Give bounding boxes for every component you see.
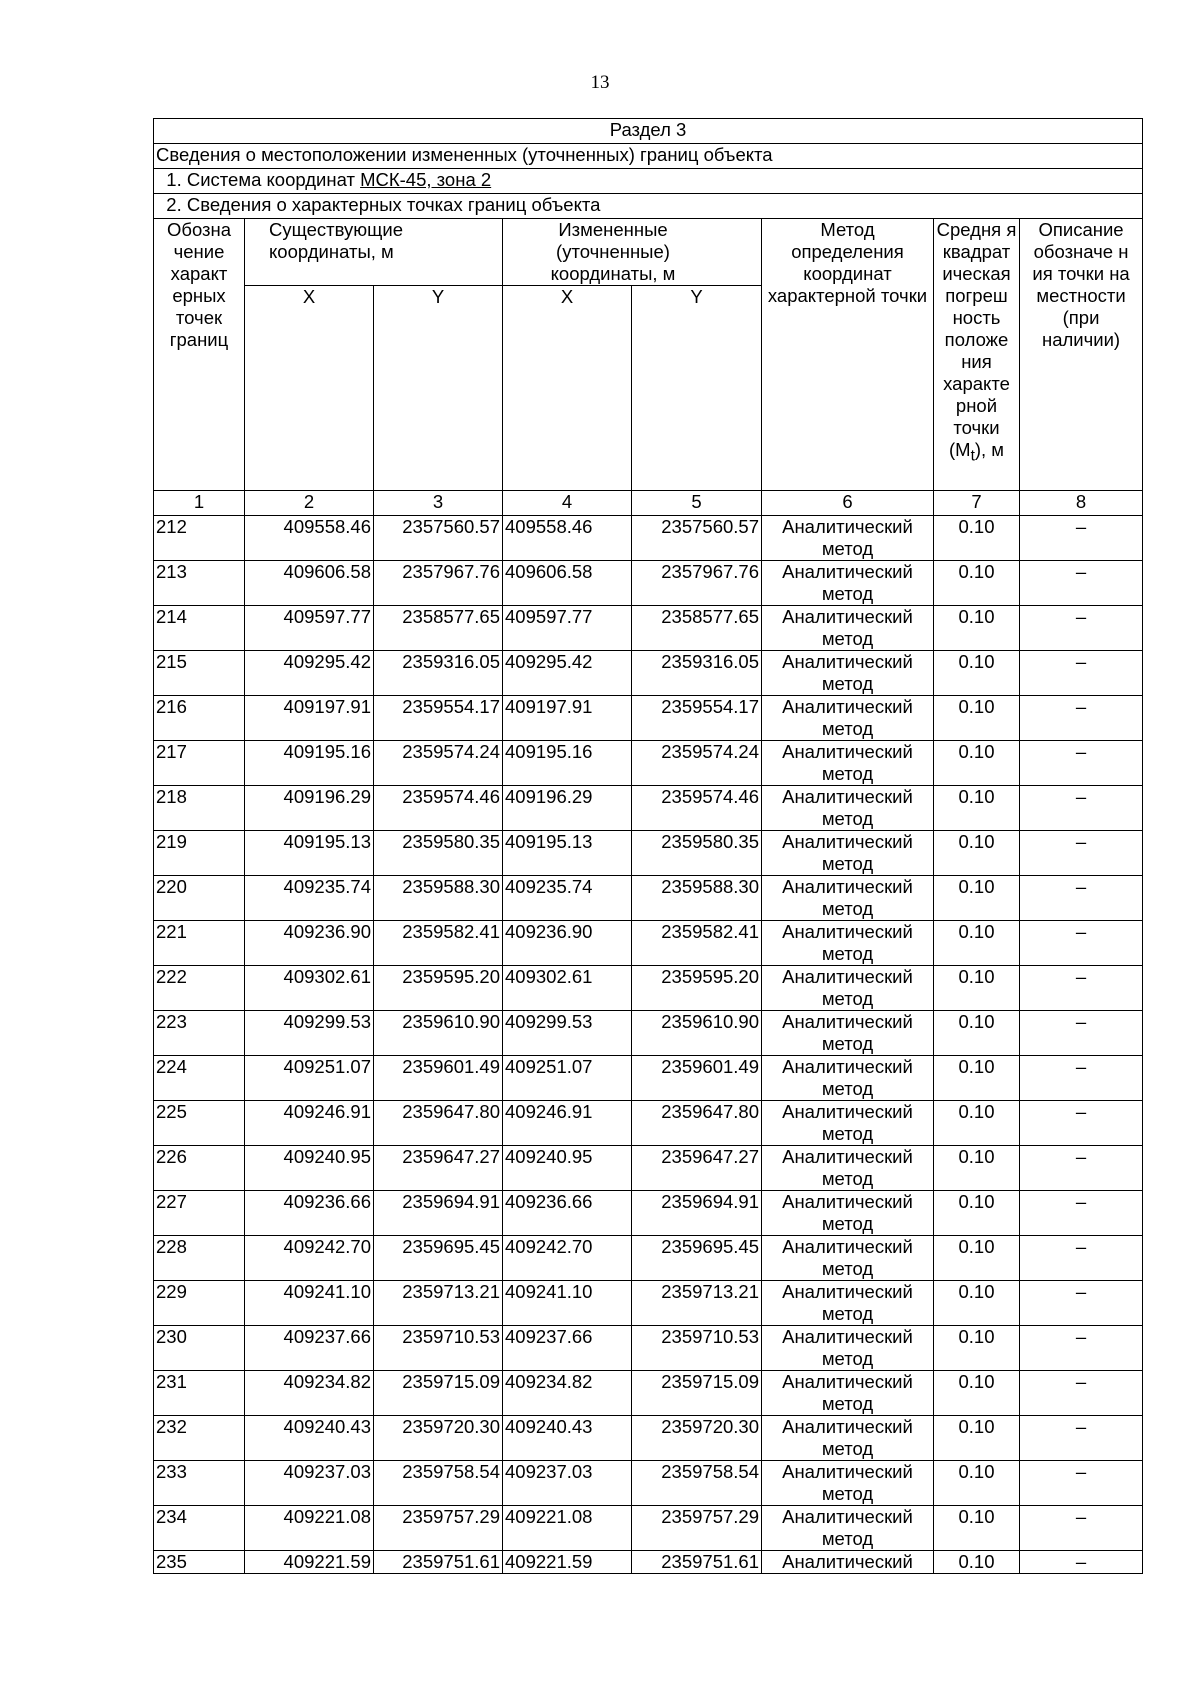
existing-y-cell: 2359720.30 <box>374 1416 503 1461</box>
method-cell <box>762 1416 934 1461</box>
existing-y-cell: 2359710.53 <box>374 1326 503 1371</box>
description-cell: – <box>1020 1416 1143 1461</box>
changed-x-cell: 409240.95 <box>503 1146 632 1191</box>
header-method: Метод определения координат характерной точки <box>762 219 934 491</box>
changed-y-cell: 2359574.24 <box>632 741 762 786</box>
description-cell: – <box>1020 1371 1143 1416</box>
method-line-1: Аналитический <box>782 1191 913 1212</box>
point-id-cell: 221 <box>154 921 245 966</box>
method-line-1: Аналитический <box>782 1146 913 1167</box>
accuracy-cell: 0.10 <box>934 1551 1020 1574</box>
changed-x-cell: 409606.58 <box>503 561 632 606</box>
header-accuracy-sub: t <box>970 447 975 465</box>
existing-y-cell: 2359595.20 <box>374 966 503 1011</box>
method-cell <box>762 1236 934 1281</box>
point-id-cell: 233 <box>154 1461 245 1506</box>
boundary-points-table <box>153 118 1143 1574</box>
method-line-2: метод <box>821 853 874 874</box>
method-line-2: метод <box>821 808 874 829</box>
existing-x-cell: 409606.58 <box>245 561 374 606</box>
description-cell: – <box>1020 1191 1143 1236</box>
table-row <box>154 1011 1143 1056</box>
changed-y-cell: 2359554.17 <box>632 696 762 741</box>
existing-x-cell: 409195.16 <box>245 741 374 786</box>
changed-y-cell: 2359710.53 <box>632 1326 762 1371</box>
accuracy-cell: 0.10 <box>934 1236 1020 1281</box>
accuracy-cell: 0.10 <box>934 651 1020 696</box>
point-id-cell: 219 <box>154 831 245 876</box>
header-x-changed: X <box>503 286 632 491</box>
method-line-1: Аналитический <box>782 741 913 762</box>
description-cell: – <box>1020 1506 1143 1551</box>
existing-x-cell: 409240.95 <box>245 1146 374 1191</box>
table-row <box>154 516 1143 561</box>
table-row <box>154 966 1143 1011</box>
table-row <box>154 1056 1143 1101</box>
method-cell <box>762 1191 934 1236</box>
existing-y-cell: 2359713.21 <box>374 1281 503 1326</box>
header-accuracy-tail: ), м <box>974 439 1005 460</box>
method-cell <box>762 1011 934 1056</box>
point-id-cell: 213 <box>154 561 245 606</box>
method-line-2: метод <box>821 1393 874 1414</box>
method-line-2: метод <box>821 898 874 919</box>
description-cell: – <box>1020 516 1143 561</box>
header-y-existing: Y <box>374 286 503 491</box>
method-line-2: метод <box>821 583 874 604</box>
changed-x-cell: 409237.66 <box>503 1326 632 1371</box>
existing-y-cell: 2359758.54 <box>374 1461 503 1506</box>
existing-y-cell: 2359574.46 <box>374 786 503 831</box>
changed-x-cell: 409197.91 <box>503 696 632 741</box>
method-line-1: Аналитический <box>782 1326 913 1347</box>
accuracy-cell: 0.10 <box>934 876 1020 921</box>
existing-x-cell: 409295.42 <box>245 651 374 696</box>
existing-y-cell: 2358577.65 <box>374 606 503 651</box>
table-row <box>154 741 1143 786</box>
description-cell: – <box>1020 1101 1143 1146</box>
changed-y-cell: 2357967.76 <box>632 561 762 606</box>
existing-y-cell: 2359694.91 <box>374 1191 503 1236</box>
method-line-2: метод <box>821 628 874 649</box>
method-cell <box>762 516 934 561</box>
existing-y-cell: 2359715.09 <box>374 1371 503 1416</box>
point-id-cell: 215 <box>154 651 245 696</box>
column-number: 5 <box>632 491 762 516</box>
point-id-cell: 216 <box>154 696 245 741</box>
changed-y-cell: 2357560.57 <box>632 516 762 561</box>
table-row <box>154 1146 1143 1191</box>
description-cell: – <box>1020 876 1143 921</box>
method-line-1: Аналитический <box>782 1056 913 1077</box>
description-cell: – <box>1020 1146 1143 1191</box>
accuracy-cell: 0.10 <box>934 1281 1020 1326</box>
existing-y-cell: 2359757.29 <box>374 1506 503 1551</box>
point-id-cell: 220 <box>154 876 245 921</box>
table-row <box>154 786 1143 831</box>
table-row <box>154 696 1143 741</box>
accuracy-cell: 0.10 <box>934 1461 1020 1506</box>
existing-y-cell: 2359316.05 <box>374 651 503 696</box>
method-line-2: метод <box>821 1528 874 1549</box>
point-id-cell: 229 <box>154 1281 245 1326</box>
existing-y-cell: 2359751.61 <box>374 1551 503 1574</box>
point-id-cell: 218 <box>154 786 245 831</box>
method-cell <box>762 1281 934 1326</box>
changed-y-cell: 2359720.30 <box>632 1416 762 1461</box>
method-cell <box>762 696 934 741</box>
column-numbers-row <box>154 491 1143 516</box>
accuracy-cell: 0.10 <box>934 786 1020 831</box>
description-cell: – <box>1020 1236 1143 1281</box>
method-cell <box>762 651 934 696</box>
table-row <box>154 1461 1143 1506</box>
changed-x-cell: 409295.42 <box>503 651 632 696</box>
existing-x-cell: 409241.10 <box>245 1281 374 1326</box>
description-cell: – <box>1020 921 1143 966</box>
existing-x-cell: 409196.29 <box>245 786 374 831</box>
existing-y-cell: 2357560.57 <box>374 516 503 561</box>
column-number: 8 <box>1020 491 1143 516</box>
accuracy-cell: 0.10 <box>934 1191 1020 1236</box>
existing-y-cell: 2359647.27 <box>374 1146 503 1191</box>
description-cell: – <box>1020 696 1143 741</box>
point-id-cell: 225 <box>154 1101 245 1146</box>
column-number: 7 <box>934 491 1020 516</box>
existing-x-cell: 409299.53 <box>245 1011 374 1056</box>
changed-y-cell: 2359588.30 <box>632 876 762 921</box>
method-line-1: Аналитический <box>782 1551 913 1572</box>
method-line-2: метод <box>821 718 874 739</box>
changed-y-cell: 2359647.27 <box>632 1146 762 1191</box>
header-existing-coords: Существующие координаты, м <box>245 219 503 286</box>
table-row <box>154 1101 1143 1146</box>
method-line-2: метод <box>821 1078 874 1099</box>
changed-x-cell: 409234.82 <box>503 1371 632 1416</box>
accuracy-cell: 0.10 <box>934 606 1020 651</box>
method-line-2: метод <box>821 1168 874 1189</box>
description-cell: – <box>1020 606 1143 651</box>
method-line-1: Аналитический <box>782 1461 913 1482</box>
method-line-2: метод <box>821 763 874 784</box>
existing-x-cell: 409246.91 <box>245 1101 374 1146</box>
method-line-2: метод <box>821 538 874 559</box>
point-id-cell: 235 <box>154 1551 245 1574</box>
method-line-1: Аналитический <box>782 696 913 717</box>
accuracy-cell: 0.10 <box>934 966 1020 1011</box>
existing-x-cell: 409236.66 <box>245 1191 374 1236</box>
description-cell: – <box>1020 1281 1143 1326</box>
description-cell: – <box>1020 1461 1143 1506</box>
table-row <box>154 606 1143 651</box>
accuracy-cell: 0.10 <box>934 831 1020 876</box>
accuracy-cell: 0.10 <box>934 1146 1020 1191</box>
changed-x-cell: 409597.77 <box>503 606 632 651</box>
accuracy-cell: 0.10 <box>934 1416 1020 1461</box>
point-id-cell: 230 <box>154 1326 245 1371</box>
description-cell: – <box>1020 561 1143 606</box>
point-id-cell: 234 <box>154 1506 245 1551</box>
method-line-1: Аналитический <box>782 1236 913 1257</box>
changed-y-cell: 2359647.80 <box>632 1101 762 1146</box>
table-row <box>154 1281 1143 1326</box>
changed-y-cell: 2359574.46 <box>632 786 762 831</box>
changed-x-cell: 409236.90 <box>503 921 632 966</box>
changed-x-cell: 409302.61 <box>503 966 632 1011</box>
table-row <box>154 561 1143 606</box>
existing-y-cell: 2359695.45 <box>374 1236 503 1281</box>
table-row <box>154 1416 1143 1461</box>
method-line-2: метод <box>821 943 874 964</box>
method-line-2: метод <box>821 1033 874 1054</box>
point-id-cell: 226 <box>154 1146 245 1191</box>
description-cell: – <box>1020 651 1143 696</box>
method-cell <box>762 1506 934 1551</box>
header-x-existing: X <box>245 286 374 491</box>
coord-system-line <box>154 169 1143 194</box>
method-cell <box>762 741 934 786</box>
existing-x-cell: 409236.90 <box>245 921 374 966</box>
method-line-2: метод <box>821 1123 874 1144</box>
method-line-2: метод <box>821 1483 874 1504</box>
changed-x-cell: 409235.74 <box>503 876 632 921</box>
changed-x-cell: 409236.66 <box>503 1191 632 1236</box>
method-line-1: Аналитический <box>782 1371 913 1392</box>
point-id-cell: 212 <box>154 516 245 561</box>
accuracy-cell: 0.10 <box>934 1056 1020 1101</box>
page-number: 13 <box>590 72 610 93</box>
description-cell: – <box>1020 1551 1143 1574</box>
changed-y-cell: 2359715.09 <box>632 1371 762 1416</box>
existing-y-cell: 2357967.76 <box>374 561 503 606</box>
description-cell: – <box>1020 1011 1143 1056</box>
changed-x-cell: 409242.70 <box>503 1236 632 1281</box>
changed-y-cell: 2359751.61 <box>632 1551 762 1574</box>
changed-y-cell: 2359316.05 <box>632 651 762 696</box>
accuracy-cell: 0.10 <box>934 516 1020 561</box>
method-line-2: метод <box>821 1213 874 1234</box>
accuracy-cell: 0.10 <box>934 1011 1020 1056</box>
existing-x-cell: 409197.91 <box>245 696 374 741</box>
accuracy-cell: 0.10 <box>934 696 1020 741</box>
changed-y-cell: 2359695.45 <box>632 1236 762 1281</box>
existing-y-cell: 2359574.24 <box>374 741 503 786</box>
accuracy-cell: 0.10 <box>934 561 1020 606</box>
changed-x-cell: 409221.59 <box>503 1551 632 1574</box>
accuracy-cell: 0.10 <box>934 1326 1020 1371</box>
existing-x-cell: 409221.08 <box>245 1506 374 1551</box>
header-accuracy-text: Средня я квадрат ическая погреш ность положе ния характе рной точки (M <box>936 219 1017 460</box>
existing-y-cell: 2359582.41 <box>374 921 503 966</box>
changed-x-cell: 409241.10 <box>503 1281 632 1326</box>
method-cell <box>762 1146 934 1191</box>
existing-x-cell: 409242.70 <box>245 1236 374 1281</box>
method-line-1: Аналитический <box>782 1011 913 1032</box>
method-line-1: Аналитический <box>782 1101 913 1122</box>
changed-x-cell: 409196.29 <box>503 786 632 831</box>
column-number: 2 <box>245 491 374 516</box>
method-line-1: Аналитический <box>782 1281 913 1302</box>
changed-y-cell: 2359595.20 <box>632 966 762 1011</box>
table-row <box>154 921 1143 966</box>
changed-y-cell: 2358577.65 <box>632 606 762 651</box>
changed-x-cell: 409246.91 <box>503 1101 632 1146</box>
table-row <box>154 831 1143 876</box>
table-row <box>154 1236 1143 1281</box>
table-row <box>154 1326 1143 1371</box>
changed-y-cell: 2359694.91 <box>632 1191 762 1236</box>
changed-y-cell: 2359610.90 <box>632 1011 762 1056</box>
method-line-1: Аналитический <box>782 786 913 807</box>
changed-x-cell: 409237.03 <box>503 1461 632 1506</box>
method-line-2: метод <box>821 673 874 694</box>
method-line-1: Аналитический <box>782 1416 913 1437</box>
header-point-designation: Обозна чение характ ерных точек границ <box>154 219 245 491</box>
points-heading <box>154 194 1143 219</box>
table-row <box>154 1551 1143 1574</box>
method-cell <box>762 831 934 876</box>
existing-x-cell: 409237.03 <box>245 1461 374 1506</box>
header-description: Описание обозначе н ия точки на местности (при наличии) <box>1020 219 1143 491</box>
points-heading-text: 2. Сведения о характерных точках границ объекта <box>166 194 601 215</box>
changed-x-cell: 409240.43 <box>503 1416 632 1461</box>
method-line-1: Аналитический <box>782 1506 913 1527</box>
existing-y-cell: 2359588.30 <box>374 876 503 921</box>
coord-system-value: МСК-45, зона 2 <box>360 169 492 190</box>
description-cell: – <box>1020 966 1143 1011</box>
description-cell: – <box>1020 1056 1143 1101</box>
accuracy-cell: 0.10 <box>934 1371 1020 1416</box>
method-line-2: метод <box>821 1258 874 1279</box>
method-line-1: Аналитический <box>782 921 913 942</box>
point-id-cell: 231 <box>154 1371 245 1416</box>
column-number: 4 <box>503 491 632 516</box>
existing-x-cell: 409221.59 <box>245 1551 374 1574</box>
table-row <box>154 651 1143 696</box>
method-cell <box>762 921 934 966</box>
point-id-cell: 223 <box>154 1011 245 1056</box>
existing-y-cell: 2359580.35 <box>374 831 503 876</box>
table-row <box>154 1191 1143 1236</box>
method-line-1: Аналитический <box>782 516 913 537</box>
column-number: 6 <box>762 491 934 516</box>
existing-x-cell: 409302.61 <box>245 966 374 1011</box>
method-cell <box>762 561 934 606</box>
table-row <box>154 1371 1143 1416</box>
description-cell: – <box>1020 786 1143 831</box>
existing-x-cell: 409235.74 <box>245 876 374 921</box>
existing-x-cell: 409240.43 <box>245 1416 374 1461</box>
changed-x-cell: 409299.53 <box>503 1011 632 1056</box>
method-line-1: Аналитический <box>782 831 913 852</box>
method-line-2: метод <box>821 1303 874 1324</box>
existing-y-cell: 2359554.17 <box>374 696 503 741</box>
method-line-1: Аналитический <box>782 876 913 897</box>
method-line-1: Аналитический <box>782 966 913 987</box>
method-line-2: метод <box>821 1348 874 1369</box>
changed-y-cell: 2359758.54 <box>632 1461 762 1506</box>
changed-x-cell: 409251.07 <box>503 1056 632 1101</box>
changed-x-cell: 409221.08 <box>503 1506 632 1551</box>
column-number: 3 <box>374 491 503 516</box>
column-number: 1 <box>154 491 245 516</box>
method-cell <box>762 1461 934 1506</box>
table-row <box>154 1506 1143 1551</box>
method-cell <box>762 786 934 831</box>
method-cell <box>762 966 934 1011</box>
method-line-1: Аналитический <box>782 561 913 582</box>
method-cell <box>762 876 934 921</box>
header-accuracy <box>934 219 1020 491</box>
existing-x-cell: 409558.46 <box>245 516 374 561</box>
section-subtitle: Сведения о местоположении измененных (уточненных) границ объекта <box>154 144 1143 169</box>
accuracy-cell: 0.10 <box>934 1506 1020 1551</box>
existing-x-cell: 409597.77 <box>245 606 374 651</box>
changed-y-cell: 2359601.49 <box>632 1056 762 1101</box>
method-line-1: Аналитический <box>782 651 913 672</box>
changed-y-cell: 2359757.29 <box>632 1506 762 1551</box>
description-cell: – <box>1020 741 1143 786</box>
existing-y-cell: 2359610.90 <box>374 1011 503 1056</box>
method-line-2: метод <box>821 988 874 1009</box>
method-line-1: Аналитический <box>782 606 913 627</box>
point-id-cell: 227 <box>154 1191 245 1236</box>
header-changed-coords: Измененные (уточненные) координаты, м <box>503 219 762 286</box>
changed-y-cell: 2359713.21 <box>632 1281 762 1326</box>
point-id-cell: 224 <box>154 1056 245 1101</box>
accuracy-cell: 0.10 <box>934 921 1020 966</box>
method-cell <box>762 1371 934 1416</box>
accuracy-cell: 0.10 <box>934 1101 1020 1146</box>
existing-x-cell: 409234.82 <box>245 1371 374 1416</box>
changed-y-cell: 2359582.41 <box>632 921 762 966</box>
method-cell <box>762 1326 934 1371</box>
point-id-cell: 228 <box>154 1236 245 1281</box>
changed-y-cell: 2359580.35 <box>632 831 762 876</box>
point-id-cell: 222 <box>154 966 245 1011</box>
accuracy-cell: 0.10 <box>934 741 1020 786</box>
method-cell <box>762 606 934 651</box>
method-cell <box>762 1551 934 1574</box>
table-row <box>154 876 1143 921</box>
point-id-cell: 232 <box>154 1416 245 1461</box>
existing-y-cell: 2359601.49 <box>374 1056 503 1101</box>
existing-x-cell: 409195.13 <box>245 831 374 876</box>
changed-x-cell: 409195.13 <box>503 831 632 876</box>
point-id-cell: 214 <box>154 606 245 651</box>
existing-y-cell: 2359647.80 <box>374 1101 503 1146</box>
changed-x-cell: 409558.46 <box>503 516 632 561</box>
description-cell: – <box>1020 1326 1143 1371</box>
point-id-cell: 217 <box>154 741 245 786</box>
method-cell <box>762 1101 934 1146</box>
header-y-changed: Y <box>632 286 762 491</box>
existing-x-cell: 409237.66 <box>245 1326 374 1371</box>
description-cell: – <box>1020 831 1143 876</box>
section-title: Раздел 3 <box>154 119 1143 144</box>
changed-x-cell: 409195.16 <box>503 741 632 786</box>
method-line-2: метод <box>821 1438 874 1459</box>
coord-system-prefix: 1. Система координат <box>166 169 355 190</box>
method-cell <box>762 1056 934 1101</box>
existing-x-cell: 409251.07 <box>245 1056 374 1101</box>
